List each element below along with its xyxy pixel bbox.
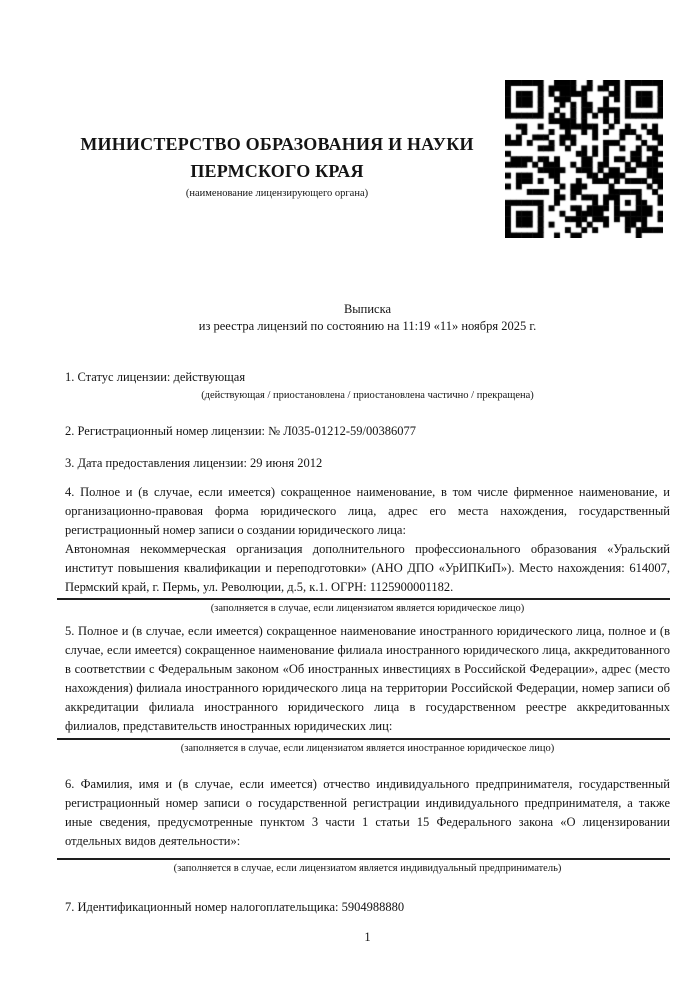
item-4-legal-entity-label: 4. Полное и (в случае, если имеется) сокращенное наименование, в том числе фирменное наименование, и организационно-правовая форма юридического лица, адрес его места нахождения, государственный регистрационный номер записи о создании юридического лица: [65, 485, 670, 537]
document-body [65, 301, 670, 946]
item-6-entrepreneur-label: 6. Фамилия, имя и (в случае, если имеется) отчество индивидуального предпринимателя, государственный регистрационный номер записи о государственной регистрации индивидуального предпринимателя, а также иные сведения, предусмотренные пунктом 3 части 1 статьи 15 Федерального закона «О лицензировании отдельных видов деятельности»: [65, 777, 670, 848]
item-7-taxpayer-number: 7. Идентификационный номер налогоплательщика: 5904988880 [65, 900, 405, 914]
document-header [65, 131, 489, 199]
licensing-authority-caption: (наименование лицензирующего органа) [185, 188, 369, 199]
item-4-legal-entity-value: Автономная некоммерческая организация дополнительного профессионального образования «Уральский институт повышения квалификации и переподготовки» (АНО ДПО «УрИПКиП»). Место нахождения: 614007, Пермский край, г. Пермь, ул. Революции, д.5, к.1. ОГРН: 1125900001182. [65, 542, 670, 594]
ministry-line-2: ПЕРМСКОГО КРАЯ [190, 161, 364, 181]
page-number: 1 [364, 930, 371, 944]
item-5-foreign-entity-label: 5. Полное и (в случае, если имеется) сокращенное наименование иностранного юридического лица, полное и (в случае, если имеется) сокращенное наименование филиала иностранного юридического лица, аккредитованного в соответствии с Федеральным законом «Об иностранных инвестициях в Российской Федерации», адрес (место нахождения) филиала иностранного юридического лица на территории Российской Федерации, номер записи об аккредитации филиала иностранного юридического лица в государственном реестре аккредитованных филиалов, представительств иностранных юридических лиц: [65, 624, 670, 733]
item-5-caption: (заполняется в случае, если лицензиатом является иностранное юридическое лицо) [180, 743, 555, 754]
item-2-registration-number: 2. Регистрационный номер лицензии: № Л035-01212-59/00386077 [65, 424, 416, 438]
item-3-license-date: 3. Дата предоставления лицензии: 29 июня 2012 [65, 456, 323, 470]
item-6-fill-in-rule [57, 858, 670, 860]
ministry-line-1: МИНИСТЕРСТВО ОБРАЗОВАНИЯ И НАУКИ [80, 134, 474, 154]
licensing-authority-name [65, 131, 489, 185]
item-5-fill-in-rule [57, 738, 670, 740]
item-6-caption: (заполняется в случае, если лицензиатом является индивидуальный предприниматель) [173, 863, 562, 874]
doc-subtitle: из реестра лицензий по состоянию на 11:19 «11» ноября 2025 г. [198, 319, 537, 333]
item-1-license-status: 1. Статус лицензии: действующая [65, 370, 246, 384]
doc-title: Выписка [343, 302, 392, 316]
item-4-fill-in-rule [57, 598, 670, 600]
item-1-caption: (действующая / приостановлена / приостановлена частично / прекращена) [201, 390, 534, 401]
item-4-caption: (заполняется в случае, если лицензиатом является юридическое лицо) [210, 603, 525, 614]
qr-code-icon [505, 80, 663, 238]
